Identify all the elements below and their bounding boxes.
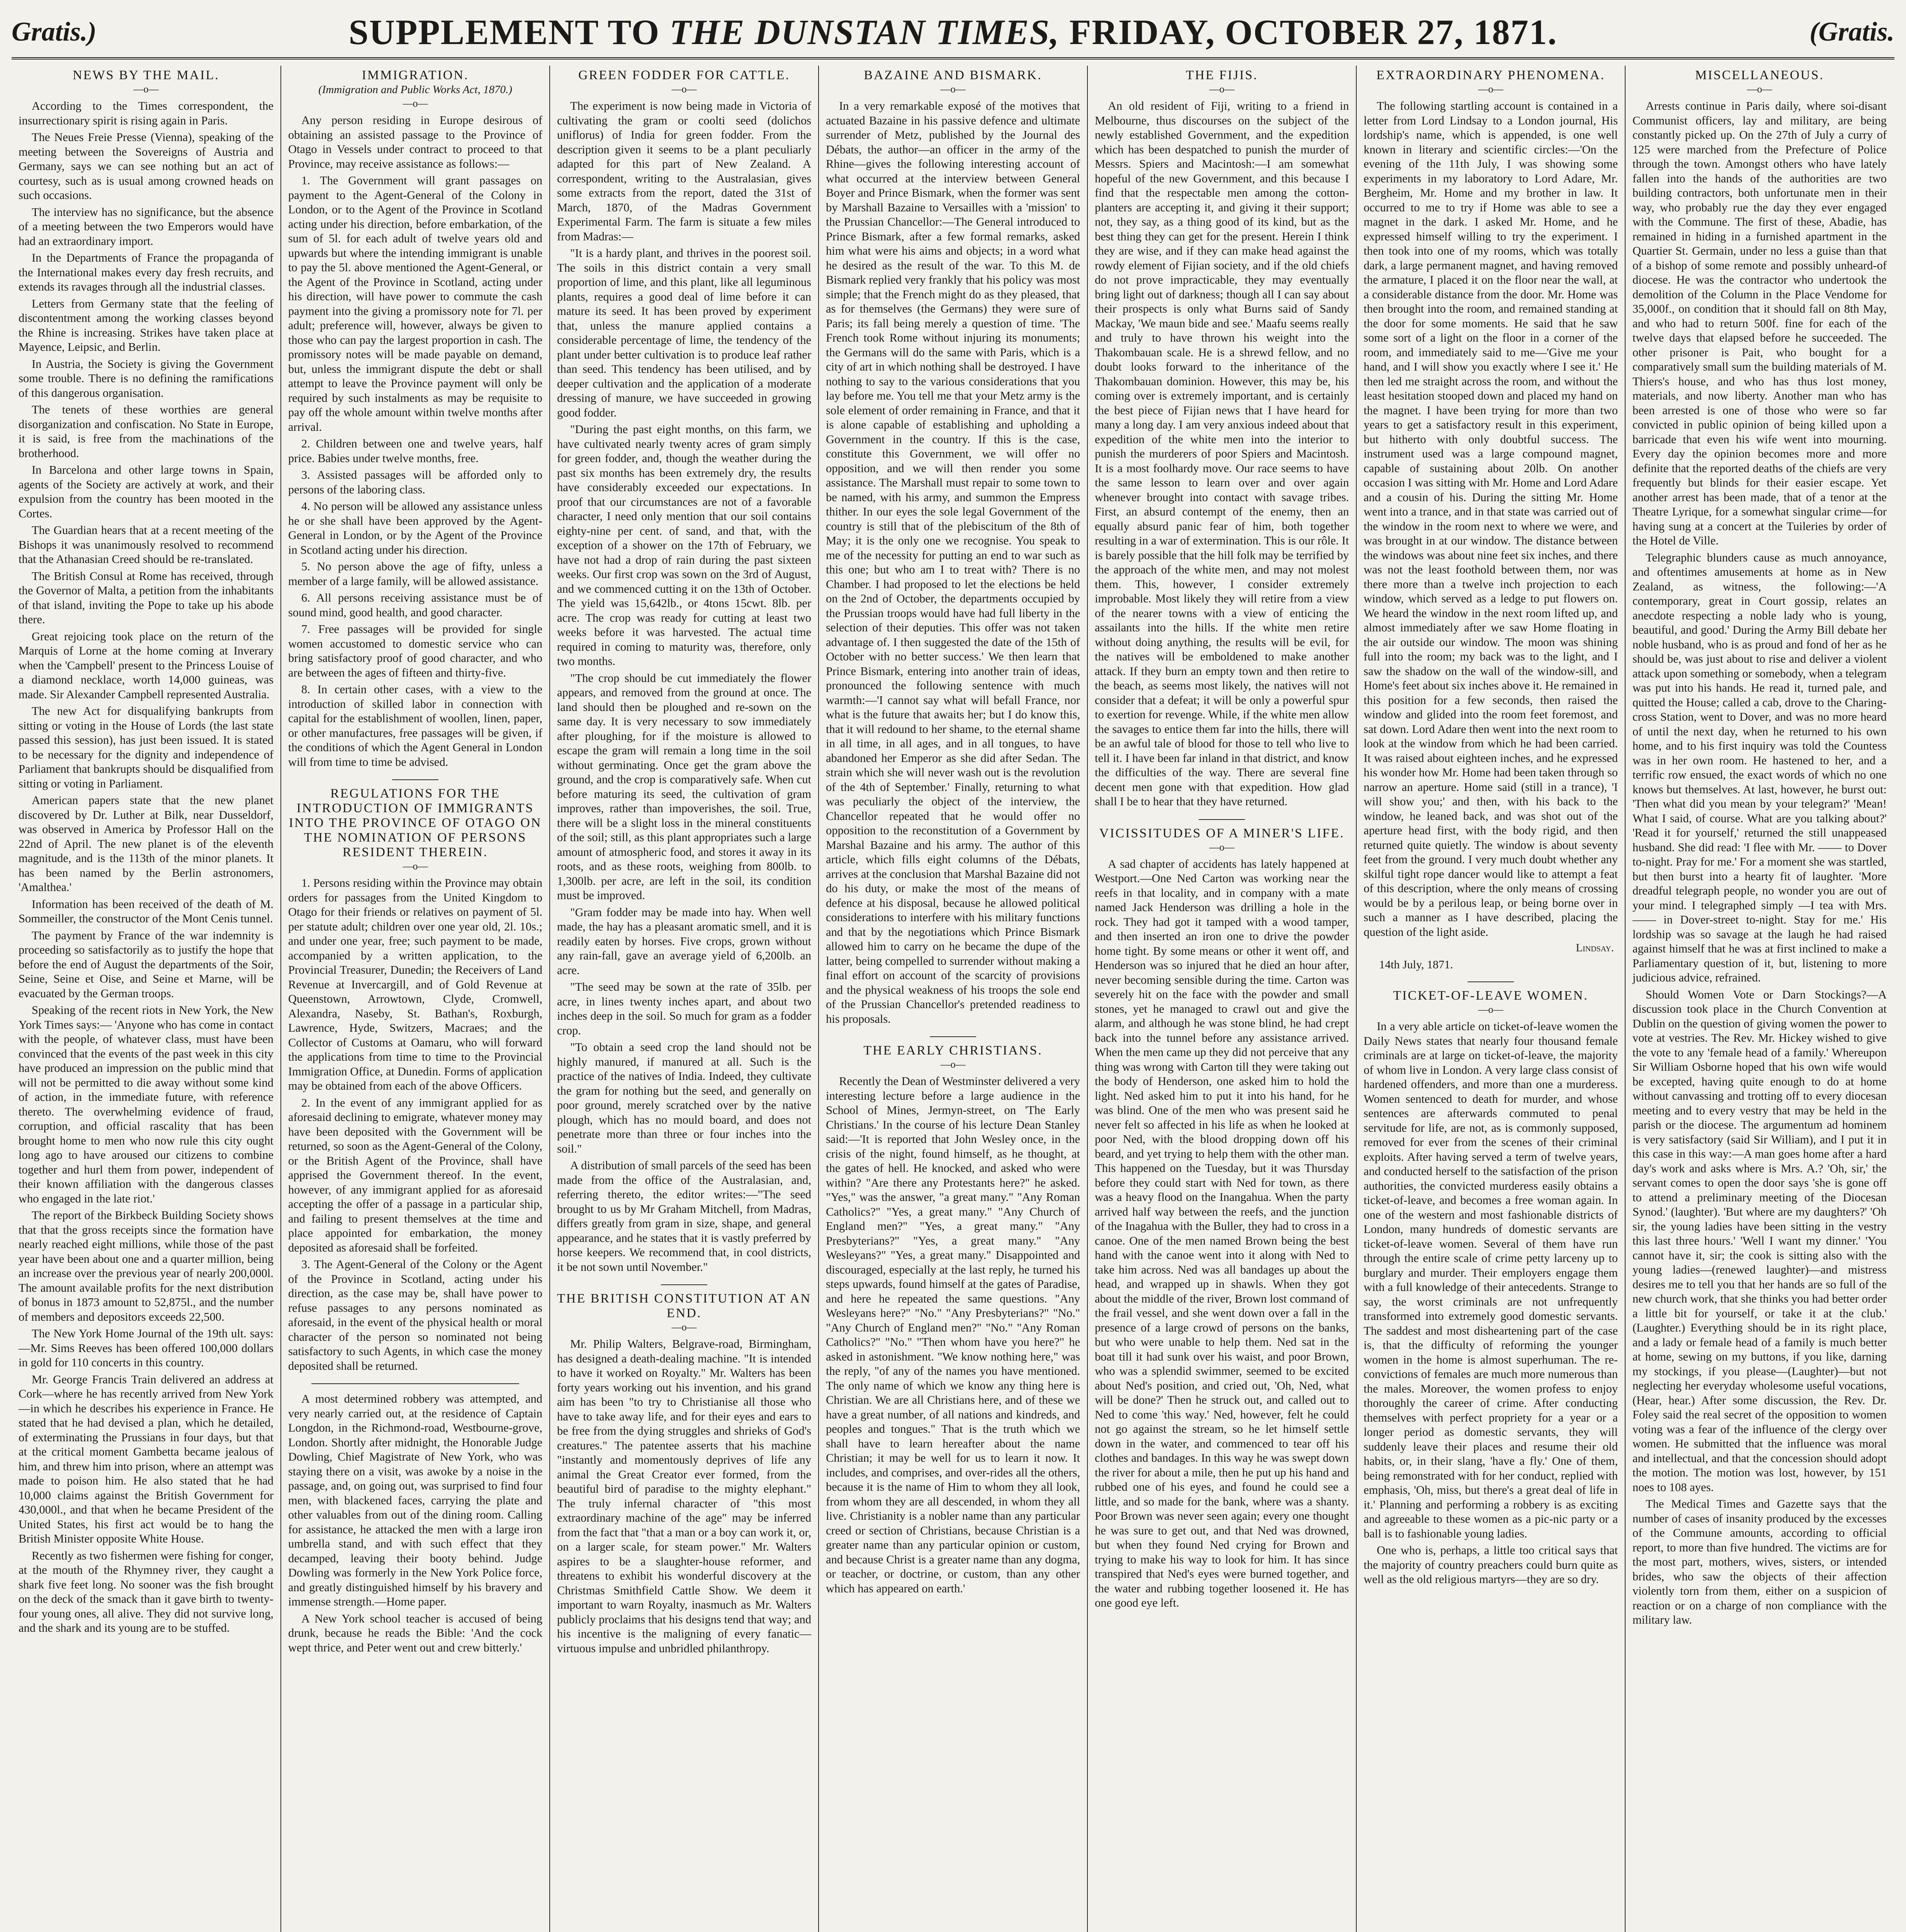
article-heading: IMMIGRATION. <box>362 68 469 82</box>
article <box>1364 68 1618 971</box>
heading-divider: —o— <box>133 83 159 95</box>
article-paragraph: 3. The Agent-General of the Colony or the Agent of the Province in Scotland, acting under his direction, as the case may be, shall have power to refuse passages to any persons nominated as aforesaid, in the event of the physical health or moral character of the person so nominated not being satisfactory to such Agents, in which case the money deposited shall be returned. <box>288 1258 542 1372</box>
article-paragraph: The Medical Times and Gazette says that the number of cases of insanity produced by the excesses of the Commune amounts, according to official report, to more than five hundred. The victims are for the most part, mothers, wives, sisters, or intended brides, who saw the objects of their affection violently torn from them, either on a suspicion of reaction or on a charge of non compliance with the military law. <box>1633 1497 1887 1626</box>
article-paragraph: 6. All persons receiving assistance must be of sound mind, good health, and good character. <box>288 591 542 619</box>
title-date: FRIDAY, OCTOBER 27, 1871. <box>1069 12 1558 52</box>
article-paragraph: In a very remarkable exposé of the motives that actuated Bazaine in his passive defence and ultimate surrender of Metz, published by the Journal des Débats, the author—an officer in the army of the Rhine—gives the following interesting account of what occurred at the interview between General Boyer and Prince Bismark, when the former was sent by Marshall Bazaine to Versailles with a 'mission' to the Prussian Chancellor:—The General introduced to Prince Bismark, after a few formal remarks, asked him what were his aims and objects; in a word what he desired as the result of the war. To this M. de Bismark replied very frankly that his policy was most simple; that the French might do as they pleased, that as for themselves (the Germans) they were sure of Paris; its fall being merely a question of time. 'The French took Rome without injuring its monuments; the Germans will do the same with Paris, which is a city of art in which nothing shall be destroyed. I have nothing to say to the various considerations that you lay before me. You tell me that your Metz army is the sole element of order remaining in France, and that it is alone capable of establishing and upholding a Government in the country. If this is the case, constitute this Government, we will offer no opposition, and we will then render you some assistance. The Marshall must repair to some town to be named, with his army, and summon the Empress thither. In our eyes the sole legal Government of the country is still that of the plebiscitum of the 8th of May; it is the only one we recognise. You speak to me of the necessity for putting an end to war such as this one; but who am I to treat with? There is no Chamber. I had proposed to let the elections be held on the 2nd of October, the departments occupied by the Prussian troops would have had full liberty in the selection of their deputies. This offer was not taken advantage of. I then suggested the date of the 15th of October with no better success.' We then learn that Prince Bismark, entering into another train of ideas, pronounced the following sentence with much warmth:—'I cannot say what will befall France, nor what is the future that awaits her; but I do know this, that it will redound to her shame, to the eternal shame in all time, in all ages, and in all tongues, to have abandoned her Emperor as she did after Sedan. The strain which she will never wash out is the revolution of the 4th of September.' Finally, returning to what was peculiarly the object of the interview, the Chancellor repeated that he would offer no opposition to the reconstitution of a Government by Marshal Bazaine and his army. The author of this article, which fills eight columns of the Débats, arrives at the conclusion that Marshal Bazaine did not do his duty, or make the most of the means of defence at his disposal, because he allowed political considerations to interfere with his military functions and that by the negotiations which Prince Bismark allowed him to carry on he became the dupe of the latter, being compelled to surrender without making a final effort on account of the scarcity of provisions and the physical weakness of his troops the sole end of the Prussian Chancellor's pretended readiness to his proposals. <box>826 99 1080 1026</box>
column <box>1356 66 1625 1932</box>
article <box>288 68 542 769</box>
article <box>557 1284 811 1656</box>
article-paragraph: "It is a hardy plant, and thrives in the poorest soil. The soils in this district contain a very small proportion of lime, and this plant, like all leguminous plants, requires a good deal of lime before it can mature its seed. It has been proved by experiment that, unless the manure applied contains a considerable percentage of lime, the tendency of the plant under better cultivation is to produce leaf rather than seed. This tendency has been utilised, and by deeper cultivation and the application of a moderate dressing of manure, we have succeeded in growing good fodder. <box>557 247 811 419</box>
article-paragraph: "During the past eight months, on this farm, we have cultivated nearly twenty acres of gram simply for green fodder, and, though the weather during the past six months has been extremely dry, the results have considerably exceeded our expectations. In proof that our circumstances are not of a favorable character, I need only mention that our soil contains eighty-nine per cent. of sand, and that, with the exception of a shower on the 17th of February, we have not had a drop of rain during the past sixteen weeks. Our first crop was sown on the 3rd of August, and we commenced cutting it on the 13th of October. The yield was 15,642lb., or 4tons 15cwt. 8lb. per acre. The crop was ready for cutting at least two weeks before it was harvested. The actual time required in coming to maturity was, therefore, only two months. <box>557 423 811 668</box>
article <box>1095 819 1349 1611</box>
heading-divider: —o— <box>940 1059 966 1070</box>
section-rule <box>392 779 438 780</box>
article <box>19 68 273 1636</box>
article-paragraph: Mr. Philip Walters, Belgrave-road, Birmingham, has designed a death-dealing machine. "It is intended to have it worked on Royalty." Mr. Walters has been forty years working out his invention, and his grand aim has been "to try to Christianise all those who have to take away life, and for their eyes and ears to be free from the dying struggles and shrieks of God's creatures." The patentee asserts that his machine "instantly and momentously deprives of life any animal the Great Creator ever formed, from the beautiful bird of paradise to the mighty elephant." The truly infernal character of "this most extraordinary machine of the age" may be inferred from the fact that "that a man or a boy can work it, or, on a larger scale, for steam power." Mr. Walters aspires to be a slaughter-house reformer, and threatens to exhibit his wonderful discovery at the Christmas Smithfield Cattle Show. We deem it important to warn Royalty, inasmuch as Mr. Walters publicly proclaims that his designs tend that way; and his incentive is the maligning of every fanatic—virtuous impulse and unbridled philanthropy. <box>557 1337 811 1655</box>
article <box>1364 981 1618 1587</box>
article-subheading: (Immigration and Public Works Act, 1870.) <box>318 83 512 96</box>
article-paragraph: 5. No person above the age of fifty, unless a member of a large family, will be allowed assistance. <box>288 560 542 588</box>
article <box>1633 68 1887 1628</box>
column <box>12 66 280 1932</box>
article-paragraph: A distribution of small parcels of the seed has been made from the office of the Australasian, and, referring thereto, the editor writes:—"The seed brought to us by Mr Graham Mitchell, from Madras, differs greatly from gram in size, shape, and general appearance, and he states that it is vastly preferred by horse keepers. We recommend that, in cool districts, it be not sown until November." <box>557 1159 811 1274</box>
article-paragraph: The report of the Birkbeck Building Society shows that that the gross receipts since the formation have nearly reached eight millions, while those of the past year have been about one and a quarter million, being an increase over the previous year of nearly 200,000l. The amount available profits for the next distribution of bonus in 1873 amount to 52,875l., and the number of members and depositors exceeds 22,500. <box>19 1209 273 1323</box>
article <box>288 779 542 1373</box>
article-heading: NEWS BY THE MAIL. <box>73 68 219 82</box>
article-paragraph: American papers state that the new planet discovered by Dr. Luther at Bilk, near Dusseldorf, was observed in America by Professor Hall on the 22nd of April. The new planet is of the eleventh magnitude, and is the 113th of the minor planets. It has been named by the Berlin astronomers, 'Amalthea.' <box>19 794 273 894</box>
article-paragraph: The experiment is now being made in Victoria of cultivating the gram or coolti seed (dolichos uniflorus) of India for green fodder. From the description given it seems to be a plant peculiarly adapted for this part of New Zealand. A correspondent, writing to the Australasian, gives some extracts from the report, dated the 31st of March, 1870, of the Madras Government Experimental Farm. The farm is situate a few miles from Madras:— <box>557 99 811 243</box>
article-paragraph: The Guardian hears that at a recent meeting of the Bishops it was unanimously resolved to recommend that the Athanasian Creed should be re-translated. <box>19 524 273 566</box>
article-paragraph: Telegraphic blunders cause as much annoyance, and oftentimes amusements at home as in New Zealand, as witness, the following:—'A contemporary, great in Court gossip, relates an anecdote respecting a noble lady who is young, beautiful, and good.' During the Army Bill debate her noble husband, who is as proud and fond of her as he should be, was just about to rise and deliver a violent attack upon something or somebody, when a telegram was put into his hands. He read it, turned pale, and quitted the House; called a cab, drove to the Charing-cross Station, went to Dover, and was no more heard of until the next day, when he returned to his own home, and to his first inquiry was told the Countess was in her own room. He hastened to her, and a terrific row ensued, the exact words of which no one knows but themselves. At last, however, he burst out: 'Then what did you mean by your telegram?' 'Mean! What I said, of course. What are you talking about?' 'Read it for yourself,' returned the still unappeased husband. She did read: 'I flee with Mr. —— to Dover to-night. Pray for me.' For a moment she was startled, but then burst into a hearty fit of laughter. 'More dreadful telegraph people, no wonder you are out of your mind. I telegraphed simply —I tea with Mrs. —— in Dover-street to-night. Stay for me.' His lordship was so savage at the laugh he had raised against himself that he was at first inclined to make a Parliamentary question of it, but, listening to more judicious advice, refrained. <box>1633 551 1887 984</box>
article-paragraph: Great rejoicing took place on the return of the Marquis of Lorne at the home coming at Inverary when the 'Campbell' present to the Princess Louise of a diamond necklace, worth 14,000 guineas, was made. Sir Alexander Campbell represented Australia. <box>19 629 273 701</box>
article-paragraph: 8. In certain other cases, with a view to the introduction of skilled labor in connection with capital for the establishment of woollen, linen, paper, or other manufactures, free passages will be given, if the conditions of which the Agent General in London will from time to time be advised. <box>288 683 542 769</box>
article <box>826 68 1080 1026</box>
section-rule <box>1199 819 1245 820</box>
article-paragraph: Information has been received of the death of M. Sommeiller, the constructor of the Mont Cenis tunnel. <box>19 897 273 925</box>
article-paragraph: Recently as two fishermen were fishing for conger, at the mouth of the Rhymney river, they caught a shark five feet long. No sooner was the fish brought on the deck of the smack than it gave birth to twenty-four young ones, all alive. They did not survive long, and the shark and its young are to be stuffed. <box>19 1549 273 1634</box>
gratis-left: Gratis.) <box>12 17 97 47</box>
article-paragraph: The New York Home Journal of the 19th ult. says:—Mr. Sims Reeves has been offered 100,000 dollars in gold for 110 concerts in this country. <box>19 1327 273 1369</box>
heading-divider: —o— <box>671 83 697 95</box>
heading-divider: —o— <box>671 1321 697 1333</box>
article-heading: THE FIJIS. <box>1186 68 1258 82</box>
article-paragraph: 2. Children between one and twelve years, half price. Babies under twelve months, free. <box>288 437 542 465</box>
section-rule <box>661 1284 707 1285</box>
masthead <box>12 7 1894 60</box>
section-rule <box>930 1036 976 1037</box>
article-paragraph: 4. No person will be allowed any assistance unless he or she shall have been approved by the Agent-General in London, or by the Agent of the Province in Scotland acting under his direction. <box>288 500 542 556</box>
article-paragraph: The following startling account is contained in a letter from Lord Lindsay to a London journal, His lordship's name, which is appended, is one well known in literary and scientific circles:—'On the evening of the 11th July, I was showing some experiments in my laboratory to Lord Adare, Mr. Bergheim, Mr. Home and my brother in law. It occurred to me to try if Home was able to see a magnet in the dark. I asked Mr. Home, and he expressed himself willing to try the experiment. I then took into one of my rooms, which was totally dark, a large permanent magnet, and having removed the armature, I placed it on the floor near the wall, at a considerable distance from the door. Mr. Home was then brought into the room, and remained standing at the door for some moments. He said that he saw some sort of a light on the floor in a corner of the room, and immediately said to me—'Give me your hand, and I will show you exactly where I see it.' He then led me straight across the room, and without the least hesitation stooped down and placed my hand on the magnet. I have been trying for more than two years to get a satisfactory result in this experiment, but hitherto with only doubtful success. The instrument used was a large compound magnet, capable of sustaining about 20lb. On another occasion I was sitting with Mr. Home and Lord Adare and a cousin of his. During the sitting Mr. Home went into a trance, and in that state was carried out of the window in the room next to where we were, and was brought in at our window. The distance between the windows was about nine feet six inches, and there was not the least foothold between them, nor was there more than a twelve inch projection to each window, which served as a ledge to put flowers on. We heard the window in the next room lifted up, and almost immediately after we saw Home floating in the air outside our window. The moon was shining full into the room; my back was to the light, and I saw the shadow on the wall of the window-sill, and Home's feet about six inches above it. He remained in this position for a few seconds, then raised the window and glided into the room feet foremost, and sat down. Lord Adare then went into the next room to look at the window from which he had been carried. It was raised about eighteen inches, and he expressed his wonder how Mr. Home had been taken through so narrow an aperture. Home said (still in a trance), 'I will show you;' and then, with his back to the window, he leaned back, and was shot out of the aperture head first, with the body rigid, and then returned quite quietly. The window is about seventy feet from the ground. I very much doubt whether any skilful tight rope dancer would like to attempt a feat of this description, where the only means of crossing would be by a perilous leap, or being borne over in such a manner as I have described, placing the question of the light aside. <box>1364 99 1618 939</box>
article-paragraph: The new Act for disqualifying bankrupts from sitting or voting in the House of Lords (the last state passed this session), has just been issued. It is stated to be necessary for the dignity and independence of Parliament that bankrupts should be disqualified from sitting or voting in Parliament. <box>19 704 273 790</box>
article-paragraph: In the Departments of France the propaganda of the International makes every day fresh recruits, and extends its ravages through all the industrial classes. <box>19 251 273 293</box>
heading-divider: —o— <box>1478 1004 1503 1015</box>
article-paragraph: The Neues Freie Presse (Vienna), speaking of the meeting between the Sovereigns of Austria and Germany, says we can see nothing but an act of courtesy, such as is usual among crowned heads on such occasions. <box>19 131 273 202</box>
heading-divider: —o— <box>1747 83 1772 95</box>
article-paragraph: An old resident of Fiji, writing to a friend in Melbourne, thus discourses on the subject of the newly established Government, and the expedition which has been despatched to punish the murder of Messrs. Spiers and Macintosh:—I am somewhat hopeful of the new Government, and this because I find that the respectable men among the cotton-planters are accepting it, and giving it their support; not, they say, as a thing good of its kind, but as the best thing they can get for the present. Herein I think they are wise, and if they can make head against the rowdy element of Fijian society, and if the old chiefs do not prove impracticable, they may eventually bring light out of darkness; though all I can say about their prospects is only what Burns said of Sandy Mackay, 'We maun bide and see.' Maafu seems really and truly to have thrown his weight into the Thakombauan scale. He is a shrewd fellow, and no doubt looks forward to the inheritance of the Thakombauan dominion. However, this may be, his coming over is extremely important, and is certainly the best piece of Fijian news that I have heard for many a long day. I am very anxious indeed about that expedition of the white men into the interior to punish the murderers of poor Spiers and Macintosh. It is a most foolhardy move. Our race seems to have the same lesson to learn over and over again whenever brought into contact with savage tribes. First, an absurd contempt of the enemy, then an equally absurd panic fear of him, both together resulting in a war of extermination. This is our rôle. It is barely possible that the hill folk may be terrified by the approach of the white men, and may not molest them. This, however, I consider extremely improbable. Most likely they will retire from a view of the nearer towns with a view of enticing the assailants into the hills. If the white men retire without doing anything, the results will be evil, for the natives will be emboldened to make another attack. If they burn an empty town and then retire to the beach, as seems most likely, the natives will not consider that a defeat; it will be only a powerful spur to exertion for revenge. While, if the white men allow the savages to entice them far into the hills, there will be an awful tale of blood for those to tell who live to tell it. I have been far inland in that district, and know the difficulties of the way. There are several fine decent men gone with that expedition. How glad shall I be to hear that they have returned. <box>1095 99 1349 808</box>
article-paragraph: According to the Times correspondent, the insurrectionary spirit is rising again in Paris. <box>19 99 273 127</box>
article-paragraph: The tenets of these worthies are general disorganization and confiscation. No State in Europe, it is said, is free from the machinations of the brotherhood. <box>19 403 273 460</box>
article-paragraph: 7. Free passages will be provided for single women accustomed to domestic service who can bring satisfactory proof of good character, and who are between the ages of fifteen and thirty-five. <box>288 622 542 679</box>
article <box>826 1036 1080 1596</box>
column <box>280 66 549 1932</box>
article-paragraph: Recently the Dean of Westminster delivered a very interesting lecture before a large audience in the School of Mines, Jermyn-street, on 'The Early Christians.' In the course of his lecture Dean Stanley said:—'It is reported that John Wesley once, in the crisis of the night, found himself, as he thought, at the gates of hell. He knocked, and asked who were within? "Are there any Protestants here?" he asked. "Yes," was the answer, "a great many." "Any Roman Catholics?" "Yes, a great many." "Any Church of England men?" "Yes, a great many." "Any Presbyterians?" "Yes, a great many." "Any Wesleyans?" "Yes, a great many." Disappointed and discouraged, especially at the last reply, he turned his steps upwards, found himself at the gates of Paradise, and here he repeated the same questions. "Any Wesleyans here?" "No." "Any Presbyterians?" "No." "Any Church of England men?" "No." "Any Roman Catholics?" "No." "Then whom have you here?" he asked in astonishment. "We know nothing here," was the reply, "of any of the names you have mentioned. The only name of which we know any thing here is Christian. We are all Christians here, and of these we have a great number, of all nations and kindreds, and peoples and tongues." That is the truth which we shall have to learn hereafter about the name Christian; it may be well for us to learn it now. It includes, and comprises, and over-rides all the others, because it is the name of Him to whom they all look, from whom they are all descended, in whom they all live. Christianity is a nobler name than any particular creed or section of Christians, because Christian is a greater name than any particular opinion or custom, and because Christ is a greater name than any dogma, or teacher, or doctrine, or custom, than any other which has appeared on earth.' <box>826 1075 1080 1595</box>
title-prefix: SUPPLEMENT TO <box>348 12 660 52</box>
heading-divider: —o— <box>403 98 428 109</box>
article-paragraph: In a very able article on ticket-of-leave women the Daily News states that nearly four thousand female criminals are at large on ticket-of-leave, the majority of whom live in London. A very large class consist of hardened offenders, and more than one a murderess. Women sentenced to death for murder, and whose sentences are afterwards commuted to penal servitude for life, are not, as is commonly supposed, removed for ever from the scenes of their criminal exploits. After having served a term of twelve years, and conducted herself to the satisfaction of the prison authorities, the convicted murderess easily obtains a ticket-of-leave, and becomes a free woman again. In one of the western and most fashionable districts of London, many hundreds of domestic servants are ticket-of-leave women. Several of them have run through the entire scale of crime petty larceny up to burglary and murder. Their employers engage them with a full knowledge of their antecedents. Strange to say, the worst criminals are not unfrequently transformed into extremely good domestic servants. The saddest and most disheartening part of the case is, that the difficulty of reforming the younger women in the home is almost superhuman. The re-convictions of females are much more numerous than the males. Moreover, the women profess to enjoy thoroughly the career of crime. After conducting themselves with perfect propriety for a year or a longer period as domestic servants, they will suddenly leave their places and resume their old habits, or, in their slang, 'have a fly.' One of them, being remonstrated with for her conduct, replied with emphasis, 'Oh, miss, but there's a great deal of life in it.' Planning and performing a robbery is as exciting and agreeable to these women as a pic-nic party or a ball is to fashionable young ladies. <box>1364 1020 1618 1540</box>
article-paragraph: In Barcelona and other large towns in Spain, agents of the Society are actively at work, and their expulsion from the country has been mooted in the Cortes. <box>19 463 273 520</box>
article-paragraph: 3. Assisted passages will be afforded only to persons of the laboring class. <box>288 468 542 496</box>
article <box>288 1383 542 1655</box>
article-paragraph: 1. The Government will grant passages on payment to the Agent-General of the Colony in London, or to the Agent of the Province in Scotland acting under his direction, before embarkation, of the sum of 5l. for each adult of twelve years old and upwards but where the intending immigrant is unable to pay the 5l. above mentioned the Agent-General, or the Agent of the Province in Scotland, acting under his direction, will have power to commute the cash payment into the giving a promissory note for 7l. per adult; preference will, however, always be given to those who can pay the largest proportion in cash. The promissory notes will be made payable on demand, but, unless the immigrant dispute the debt or shall attempt to leave the Province payment will only be required by such instalments as may be requisite to pay off the whole amount within twelve months after arrival. <box>288 174 542 434</box>
article-paragraph: Speaking of the recent riots in New York, the New York Times says:— 'Anyone who has come in contact with the people, of whatever class, must have been convinced that the events of the past week in this city have produced an impression on the public mind that will not be permitted to die away without some kind of action, in the immediate future, with reference thereto. The overwhelming evidence of fraud, corruption, and official rascality that has been brought home to men who now rule this city ought long ago to have aroused our citizens to combine together and hurl them from power, independent of their known affiliation with the dangerous classes who engaged in the late riot.' <box>19 1003 273 1205</box>
gratis-right: (Gratis. <box>1809 17 1894 47</box>
article-paragraph: 1. Persons residing within the Province may obtain orders for passages from the United Kingdom to Otago for their friends or relatives on payment of 5l. per statute adult; children over one year old, 2l. 10s.; and under one year, free; such payment to be made, accompanied by a written application, to the Provincial Treasurer, Dunedin; the Receivers of Land Revenue at Invercargill, and of Gold Revenue at Queenstown, Arrowtown, Clyde, Cromwell, Alexandra, Naseby, St. Bathan's, Roxburgh, Lawrence, Hyde, Switzers, Macraes; and the Collector of Customs at Oamaru, who will forward the applications from time to time to the Provincial Immigration Office, at Dunedin. Forms of application may be obtained from each of the above Officers. <box>288 876 542 1092</box>
article-paragraph: Mr. George Francis Train delivered an address at Cork—where he has recently arrived from New York—in which he describes his experience in France. He stated that he had devised a plan, which he detailed, of exterminating the Prussians in four days, but that at the critical moment Gambetta became jealous of him, and threw him into prison, where an attempt was made to poison him. He also stated that he had 10,000 claims against the British Government for 430,000l., and that when he became President of the United States, his first act would be to hang the British Minister opposite White House. <box>19 1372 273 1545</box>
newspaper-title <box>349 12 1558 53</box>
title-paper: THE DUNSTAN TIMES, <box>669 12 1060 52</box>
column <box>1625 66 1894 1932</box>
article-paragraph: "The seed may be sown at the rate of 35lb. per acre, in lines twenty inches apart, and about two inches deep in the soil. So much for gram as a fodder crop. <box>557 980 811 1037</box>
article-paragraph: A most determined robbery was attempted, and very nearly carried out, at the residence of Captain Longdon, in the Richmond-road, Westbourne-grove, London. Shortly after midnight, the Honorable Judge Dowling, Chief Magistrate of New York, who was staying there on a visit, was awoke by a noise in the passage, and, on going out, was surprised to find four men, with blackened faces, carrying the plate and other valuables from out of the dining room. Calling for assistance, he attacked the men with a large iron umbrella stand, and with such effect that they decamped, leaving their booty behind. Judge Dowling was formerly in the New York Police force, and greatly distinguished himself by his bravery and immense strength.—Home paper. <box>288 1392 542 1608</box>
column <box>549 66 818 1932</box>
article-paragraph: Arrests continue in Paris daily, where soi-disant Communist officers, lay and military, are being constantly picked up. On the 27th of July a curry of 125 were marched from the Prefecture of Police through the town. Amongst others who have lately fallen into the hands of the authorities are two building contractors, both unfortunate men in their way, who probably rue the day they ever engaged with the Commune. The first of these, Abadie, has remained in hiding in a furnished apartment in the Quartier St. Germain, under no less a guise than that of a bishop of some remote and possibly unheard-of diocese. He was the contractor who undertook the demolition of the Column in the Place Vendome for 35,000f., on condition that it should fall on 8th May, and who had to return 500f. fine for each of the twelve days that elapsed before he succeeded. The other prisoner is Pait, who bought for a comparatively small sum the building materials of M. Thiers's house, and who has thus lost money, materials, and now liberty. Another man who has been arrested is one of those who were so far convicted in public opinion of being killed upon a barricade that even his wife went into mourning. Every day the opinion becomes more and more definite that the reported deaths of the chiefs are very frequently but blinds for their easier escape. Yet another arrest has been made, that of a tenor at the Theatre Lyrique, for a somewhat singular crime—for having sung at a concert at the Tuileries by order of the Hotel de Ville. <box>1633 99 1887 547</box>
article-paragraph: One who is, perhaps, a little too critical says that the majority of country preachers could burn quite as well as the old religious martyrs—they are so dry. <box>1364 1544 1618 1586</box>
article-paragraph: A sad chapter of accidents has lately happened at Westport.—One Ned Carton was working near the reefs in that locality, and in company with a mate named Jack Henderson was drilling a hole in the rock. They had got it tamped with a wood tamper, and then inserted an iron one to drive the powder home tight. By some means or other it went off, and Henderson was so injured that he died an hour after, never becoming sensible during the time. Carton was severely hit on the face with the powder and small stones, yet he managed to crawl out and give the alarm, and although he was stone blind, he had crept back into the tunnel before any assistance arrived. When the men came up they did not perceive that any thing was wrong with Carton till they were taking out the body of Henderson, one asked him to hold the light. Ned asked him to put it into his hand, for he was blind. One of the men who was present said he never felt so affected in his life as when he looked at poor Ned, with the blood dropping down off his beard, and yet trying to help them with the other man. This happened on the Tuesday, but it was Thursday before they could start with Ned for town, as there was a heavy flood on the Inangahua. When the party arrived half way between the reefs, and the junction of the Inagahua with the Buller, they had to cross in a canoe. One of the men named Brown being the best hand with the canoe went into it along with Ned to take him across. Ned was all bandages up about the head, and wrapped up in shawls. When they got about the middle of the river, Brown lost command of the frail vessel, and she went down over a fall in the presence of a large crowd of persons on the banks, but who were unable to help them. Ned sat in the boat till it had sunk over his waist, and poor Brown, who was a splendid swimmer, seemed to be excited about Ned's position, and cried out, 'Oh, Ned, what will be done?' Then he struck out, and called out to Ned to come 'this way.' Ned, however, felt he could not go against the stream, so he let himself settle down in the water, and commenced to tear off his clothes and bandages. In this way he was swept down the river for about a mile, then he put up his hand and rubbed one of his eyes, and found he could see a little, and so made for the bank, where was a shanty. Poor Brown was never seen again; every one thought he was sure to get out, and that Ned was drowned, but when they found Ned crying for Brown and trying to make his way to look for him. It has since transpired that Ned's eyes were burned together, and the water and rubbing together loosened it. He has one good eye left. <box>1095 857 1349 1609</box>
article-paragraph: "The crop should be cut immediately the flower appears, and removed from the ground at once. The land should then be ploughed and re-sown on the same day. It is very necessary to sow immediately after ploughing, for if the moisture is allowed to escape the gram will remain a long time in the soil without germinating. Once get the gram above the ground, and the crop is comparatively safe. When cut before maturing its seed, the cultivation of gram improves, rather than impoverishes, the soil. True, there will be a slight loss in the mineral constituents of the soil; still, as this plant appropriates such a large amount of atmospheric food, and stores it away in its roots, and as these roots, weighing from 800lb. to 1,300lb. per acre, are left in the soil, its condition must be improved. <box>557 671 811 902</box>
column <box>1087 66 1356 1932</box>
section-rule <box>1468 981 1514 982</box>
article-paragraph: The payment by France of the war indemnity is proceeding so satisfactorily as to justify the hope that before the end of August the departments of the Soir, Seine, Seine et Oise, and Seine et Marne, will be evacuated by the German troops. <box>19 929 273 1000</box>
article-heading: THE BRITISH CONSTITUTION AT AN END. <box>557 1291 811 1320</box>
article <box>557 68 811 1274</box>
article-paragraph: "Gram fodder may be made into hay. When well made, the hay has a pleasant aromatic smell, and it is readily eaten by horses. Five crops, grown without any rain-fall, gave an average yield of 6,200lb. an acre. <box>557 905 811 977</box>
article-heading: THE EARLY CHRISTIANS. <box>863 1043 1043 1058</box>
article-heading: BAZAINE AND BISMARK. <box>864 68 1042 82</box>
heading-divider: —o— <box>403 861 428 872</box>
article-heading: REGULATIONS FOR THE INTRODUCTION OF IMMIGRANTS INTO THE PROVINCE OF OTAGO ON THE NOMINATION OF PERSONS RESIDENT THEREIN. <box>289 786 542 859</box>
article-paragraph: "To obtain a seed crop the land should not be highly manured, if manured at all. Such is the practice of the natives of India. Indeed, they cultivate the gram for nothing but the seed, and generally on poor ground, merely scratched over by the native plough, which has no mould board, and does not penetrate more than three or four inches into the soil." <box>557 1041 811 1155</box>
section-rule <box>311 1383 519 1384</box>
article-paragraph: The interview has no significance, but the absence of a meeting between the two Emperors would have had an extraordinary import. <box>19 205 273 248</box>
article-heading: EXTRAORDINARY PHENOMENA. <box>1376 68 1605 82</box>
article-paragraph: Should Women Vote or Darn Stockings?—A discussion took place in the Church Convention at Dublin on the question of giving women the power to vote at vestries. The Rev. Mr. Hickey wished to give the vote to any 'female head of a family.' Whereupon Sir William Osborne hoped that his own wife would be excepted, having quite enough to do at home without canvassing and trotting off to every diocesan meeting and to every vestry that may be held in the parish or the diocese. The argumentum ad hominem is very satisfactory (said Sir William), and I put it in this case in this way:—A man goes home after a hard day's work and asks where is Mrs. A.? 'Oh, sir,' the servant comes to open the door says 'she is gone off to attend a preliminary meeting of the Diocesan Synod.' (laughter). 'But where are my daughters?' 'Oh sir, the young ladies have been sitting in the vestry this last three hours.' 'Well I want my dinner.' 'You cannot have it, sir; the cook is sitting also with the young ladies—(renewed laughter)—and mistress desires me to tell you that her hands are so full of the new church work, that she thinks you had better order a little bit for yourself, or take it at the club.' (Laughter.) Everything should be in its right place, and a lady or female head of a family is much better at home, sewing on my buttons, if you like, darning my stockings, if you please—(Laughter)—but not neglecting her everyday wholesome useful vocations, (Hear, hear.) After some discussion, the Rev. Dr. Foley said the real secret of the opposition to women voting was a fear of the influence of the clergy over women. He submitted that the influence was moral and intellectual, and that the concession should adopt the motion. The motion was lost, however, by 151 noes to 108 ayes. <box>1633 988 1887 1494</box>
heading-divider: —o— <box>1209 841 1235 853</box>
article-heading: GREEN FODDER FOR CATTLE. <box>578 68 790 82</box>
article-paragraph: The British Consul at Rome has received, through the Governor of Malta, a petition from the inhabitants of that island, inviting the Pope to take up his abode there. <box>19 569 273 626</box>
article-paragraph: A New York school teacher is accused of being drunk, because he reads the Bible: 'And the cock wept thrice, and Peter went out and crew bitterly.' <box>288 1612 542 1654</box>
signature: Lindsay. <box>1576 942 1614 954</box>
dateline: 14th July, 1871. <box>1379 958 1453 971</box>
heading-divider: —o— <box>1209 83 1235 95</box>
heading-divider: —o— <box>1478 83 1503 95</box>
article-heading: MISCELLANEOUS. <box>1695 68 1824 82</box>
article-paragraph: In Austria, the Society is giving the Government some trouble. There is no defining the ramifications of this dangerous organisation. <box>19 357 273 400</box>
article-heading: TICKET-OF-LEAVE WOMEN. <box>1393 988 1588 1003</box>
newspaper-columns <box>12 66 1894 1932</box>
article-paragraph: 2. In the event of any immigrant applied for as aforesaid declining to emigrate, whatever money may have been deposited with the Government will be returned, so soon as the Agent-General of the Colony, or the British Agent of the Province, shall have apprised the Government thereof. In the event, however, of any immigrant applied for as aforesaid accepting the offer of a passage in a particular ship, and failing to present themselves at the time and place appointed for embarkation, the money deposited as aforesaid shall be forfeited. <box>288 1096 542 1254</box>
article-paragraph: Letters from Germany state that the feeling of discontentment among the working classes beyond the Rhine is increasing. Strikes have taken place at Mayence, Leipsic, and Berlin. <box>19 297 273 354</box>
article-heading: VICISSITUDES OF A MINER'S LIFE. <box>1099 826 1345 840</box>
article <box>1095 68 1349 809</box>
column <box>818 66 1087 1932</box>
article-paragraph: Any person residing in Europe desirous of obtaining an assisted passage to the Province of Otago in Vessels under contract to proceed to that Province, may receive assistance as follows:— <box>288 114 542 170</box>
heading-divider: —o— <box>940 83 966 95</box>
